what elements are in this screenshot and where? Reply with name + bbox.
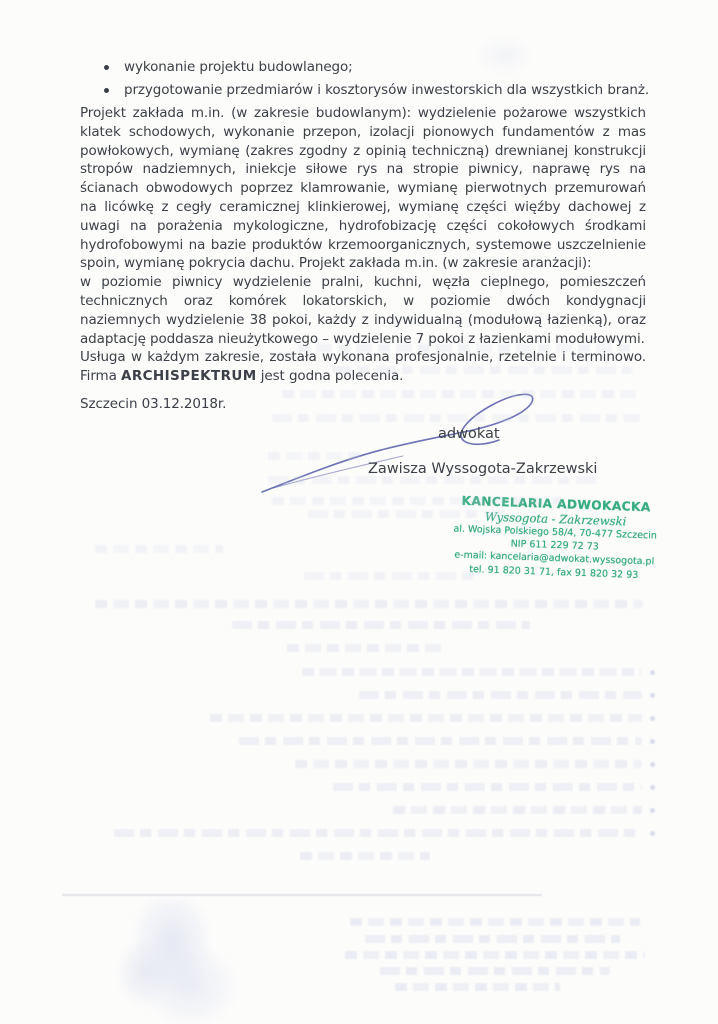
bleedthrough-bullet-line	[359, 691, 642, 699]
law-office-stamp	[436, 493, 675, 583]
bleedthrough-line	[268, 476, 598, 484]
closing-text-after: jest godna polecenia.	[260, 367, 404, 384]
bleedthrough-bullet-icon	[650, 670, 655, 675]
signer-name: Zawisza Wyssogota-Zakrzewski	[368, 461, 598, 477]
list-item	[102, 79, 650, 102]
bleedthrough-line	[298, 344, 636, 352]
bleedthrough-bullet-icon	[650, 716, 655, 721]
bleedthrough-bullet-icon	[650, 739, 655, 744]
stamp-office-name: KANCELARIA ADWOKACKA	[461, 493, 651, 515]
bleedthrough-footer-line	[380, 967, 610, 975]
stamp-address: al. Wojska Polskiego 58/4, 70-477 Szczecin	[453, 523, 658, 542]
bleedthrough-rule	[62, 894, 542, 896]
bleedthrough-bullet-icon	[650, 693, 655, 698]
bleedthrough-line	[95, 600, 643, 608]
bleedthrough-line	[304, 572, 474, 580]
bullet-icon	[104, 65, 109, 70]
bleedthrough-footer-line	[350, 918, 640, 926]
stamp-nip: NIP 611 229 72 73	[510, 538, 599, 553]
bleedthrough-bullet-line	[295, 760, 642, 768]
scope-bullet-list	[102, 56, 650, 102]
bleedthrough-line	[272, 497, 562, 505]
bleedthrough-bullet-line	[302, 668, 642, 676]
project-description	[80, 104, 646, 348]
bleedthrough-footer-line	[345, 951, 645, 959]
bullet-icon	[104, 88, 109, 93]
bleedthrough-footer-line	[365, 935, 620, 943]
paragraph-building-scope: Projekt zakłada m.in. (w zakresie budowlanym): wydzielenie pożarowe wszystkich klatek schodowych, wykonanie przepon, izolacji pionowych fundamentów z mas powłokowych, wymianę (zakres zgodny z opinią techniczną) drewnianej konstrukcji stropów nadziemnych, iniekcje siłowe rys na stropie piwnicy, naprawę rys na ścianach obwodowych poprzez klamrowanie, wymianę pierwotnych przemurowań na licówkę z cegły ceramicznej klinkierowej, wymianę części więźby dachowej z uwagi na porażenia mykologiczne, hydrofobizację części cokołowych środkami hydrofobowymi na bazie produktów krzemoorganicznych, systemowe uszczelnienie spoin, wymianę pokrycia dachu. Projekt zakłada m.in. (w zakresie aranżacji):	[80, 105, 646, 272]
company-name: ARCHISPEKTRUM	[120, 367, 257, 384]
bleedthrough-bullet-icon	[650, 762, 655, 767]
bullet-text: wykonanie projektu budowlanego;	[124, 59, 353, 75]
bleedthrough-bullet-icon	[650, 808, 655, 813]
bleedthrough-line	[95, 545, 223, 553]
stamp-email: e-mail: kancelaria@adwokat.wyssogota.pl	[454, 549, 655, 568]
stamp-lawyer-name: Wyssogota - Zakrzewski	[484, 509, 627, 529]
bullet-text: przygotowanie przedmiarów i kosztorysów inwestorskich dla wszystkich branż.	[124, 82, 650, 98]
bleedthrough-line	[287, 644, 445, 652]
place-and-date: Szczecin 03.12.2018r.	[80, 396, 227, 412]
bleedthrough-bullet-line	[393, 806, 642, 814]
bleedthrough-bullet-icon	[650, 785, 655, 790]
bleedthrough-line	[300, 852, 430, 860]
bleedthrough-line	[232, 621, 530, 629]
bleedthrough-bullet-line	[333, 783, 642, 791]
stamp-phone-fax: tel. 91 820 31 71, fax 91 820 32 93	[469, 563, 639, 581]
bleedthrough-line	[272, 414, 640, 422]
bleedthrough-line	[268, 452, 368, 460]
bleedthrough-line	[282, 390, 638, 398]
bleedthrough-line	[308, 510, 504, 518]
bleedthrough-bullet-line	[210, 714, 642, 722]
bleedthrough-stamp-blob	[86, 898, 276, 1024]
signer-role-label: adwokat	[438, 426, 500, 442]
closing-text-before: Usługa w każdym zakresie, została wykonana profesjonalnie, rzetelnie i terminowo. Firma	[80, 349, 646, 384]
bleedthrough-bullet-icon	[650, 831, 655, 836]
paragraph-arrangement-scope: w poziomie piwnicy wydzielenie pralni, kuchni, węzła cieplnego, pomieszczeń technicznych oraz komórek lokatorskich, w poziomie dwóch kondygnacji naziemnych wydzielenie 38 pokoi, każdy z indywidualną (modułową łazienką), oraz adaptację poddasza nieużytkowego – wydzielenie 7 pokoi z łazienkami modułowymi.	[80, 274, 646, 347]
bleedthrough-bullet-line	[239, 737, 642, 745]
bleedthrough-bullet-line	[114, 829, 642, 837]
bleedthrough-footer-line	[395, 983, 560, 991]
list-item	[102, 56, 647, 79]
bleedthrough-line	[332, 366, 632, 374]
